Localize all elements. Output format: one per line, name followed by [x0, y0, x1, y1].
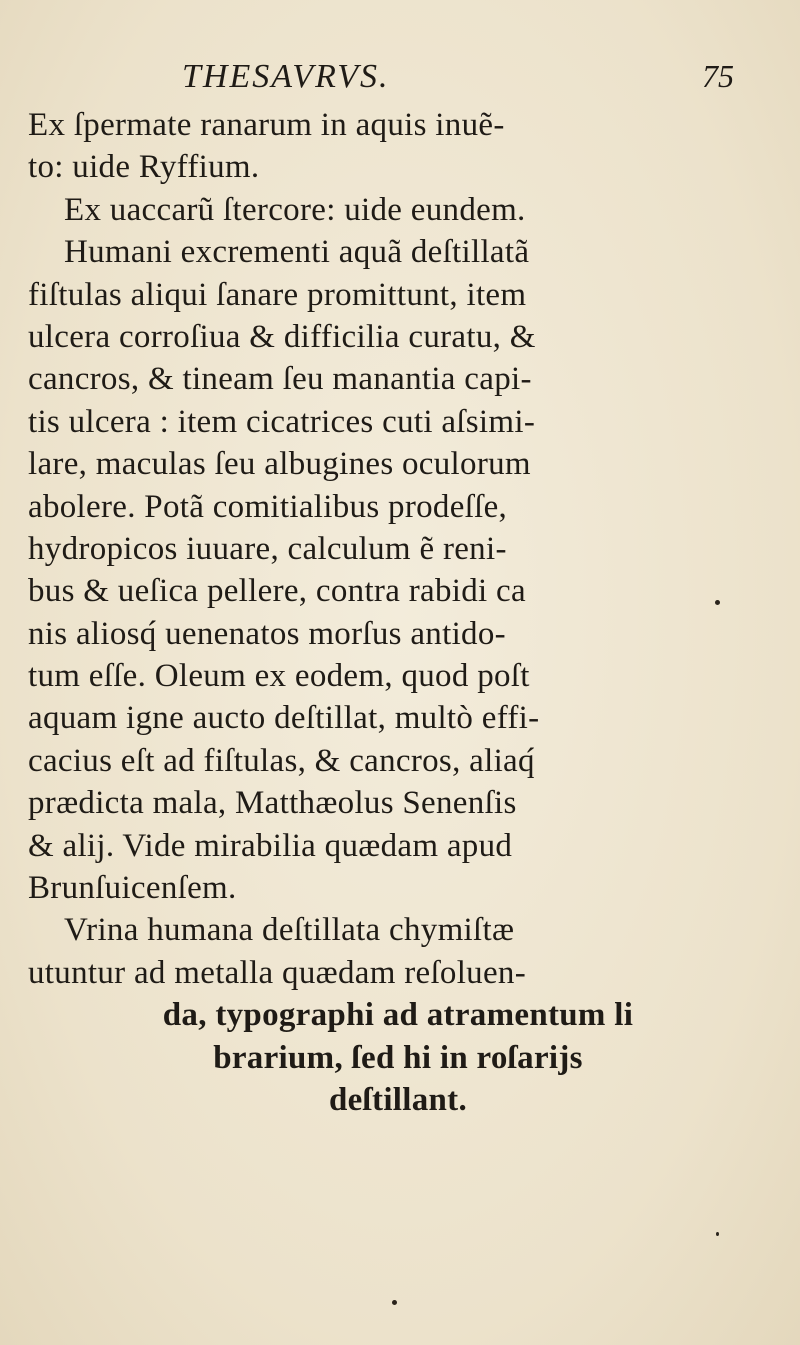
text-line: prædicta mala, Matthæolus Senenſis [28, 785, 517, 822]
text-line: utuntur ad metalla quædam reſoluen- [28, 954, 527, 991]
text-line: to: uide Ryffium. [28, 149, 260, 186]
text-line: Humani excrementi aquã deſtillatã [64, 234, 530, 271]
text-line: Vrina humana deſtillata chymiſtæ [64, 912, 515, 949]
text-line: abolere. Potã comitialibus prodeſſe, [28, 488, 508, 525]
ink-speck [716, 1232, 719, 1236]
text-line: cancros, & tineam ſeu manantia capi- [28, 361, 532, 398]
text-line: aquam igne aucto deſtillat, multò effi- [28, 700, 540, 737]
page-number: 75 [702, 58, 734, 94]
text-line: brarium, ſed hi in roſarijs [213, 1039, 583, 1076]
text-line: da, typographi ad atramentum li [162, 997, 634, 1034]
text-line: tum eſſe. Oleum ex eodem, quod poſt [28, 658, 530, 695]
text-line: bus & ueſica pellere, contra rabidi ca [28, 573, 526, 610]
text-line: & alij. Vide mirabilia quædam apud [28, 827, 513, 864]
text-line: lare, maculas ſeu albugines oculorum [28, 446, 531, 483]
body-text [28, 104, 768, 1121]
text-line: deſtillant. [328, 1081, 468, 1118]
running-head: THESAVRVS. [182, 58, 390, 95]
text-line: Ex ſpermate ranarum in aquis inuẽ- [28, 107, 505, 143]
text-line: fiſtulas aliqui ſanare promittunt, item [28, 276, 527, 313]
text-line: Brunſuicenſem. [28, 870, 237, 907]
text-line: hydropicos iuuare, calculum ẽ reni- [28, 530, 507, 567]
text-line: ulcera corroſiua & difficilia curatu, & [28, 318, 536, 355]
page-header [0, 58, 800, 98]
text-line: tis ulcera : item cicatrices cuti aſsimi- [28, 403, 536, 440]
ink-speck [715, 600, 720, 605]
text-line: Ex uaccarũ ſtercore: uide eundem. [64, 191, 526, 228]
text-line: nis aliosq́ uenenatos morſus antido- [28, 615, 506, 652]
text-line: cacius eſt ad fiſtulas, & cancros, aliaq́ [28, 742, 535, 779]
ink-speck [392, 1300, 397, 1305]
